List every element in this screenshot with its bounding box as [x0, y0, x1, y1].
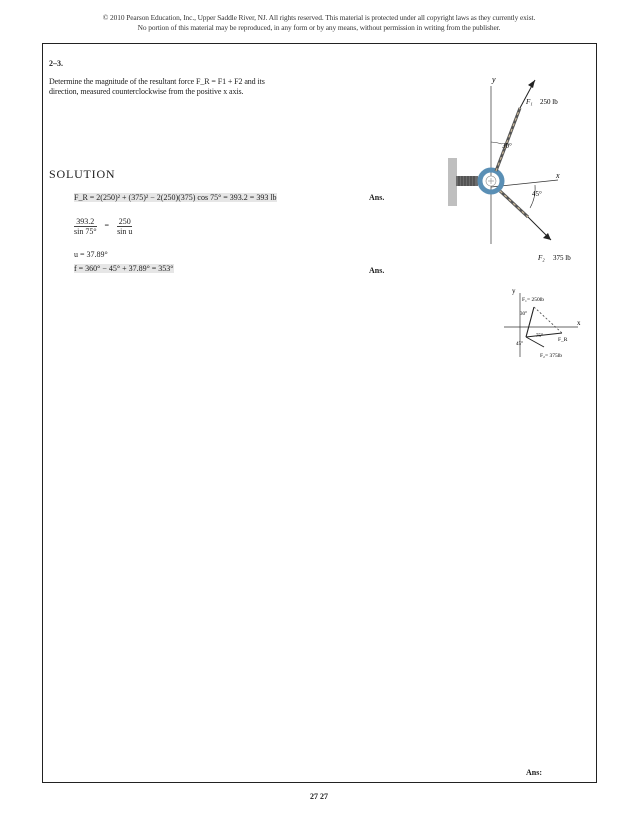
sketch-fr-vector [526, 333, 562, 337]
page-number: 27 27 [310, 792, 328, 801]
wall [448, 158, 457, 206]
f1-rope [496, 108, 520, 171]
equation-law-of-cosines: F_R = 2(250)² + (375)² − 2(250)(375) cos 75° = 393.2 = 393 lb [74, 193, 277, 202]
f1-value: 250 lb [540, 98, 558, 106]
force-figure [440, 72, 600, 272]
problem-statement: Determine the magnitude of the resultant force F_R = F1 + F2 and its direction, measured counterclockwise from the positive x axis. [49, 77, 265, 96]
sketch-45-label: 45° [516, 342, 523, 347]
f1-name: F₁ [526, 98, 533, 106]
sketch-75-label: 75° [536, 334, 543, 339]
y-axis-label: y [492, 75, 496, 84]
problem-number: 2–3. [49, 59, 63, 68]
f2-value: 375 lb [553, 254, 571, 262]
copyright-line-2: No portion of this material may be reproduced, in any form or by any means, without permission in writing from the publisher. [137, 23, 501, 32]
force-triangle-sketch [498, 285, 588, 375]
copyright-notice [0, 13, 638, 33]
angle-45-label: 45° [532, 190, 542, 198]
sketch-f2-label: F₂= 375lb [540, 353, 562, 359]
sketch-30-label: 30° [520, 312, 527, 317]
ratio-left-denominator: sin 75° [74, 227, 97, 236]
answer-label-2: Ans. [369, 266, 385, 275]
sketch-fr-label: F_R [558, 337, 568, 343]
f2-name: F₂ [538, 254, 545, 262]
copyright-line-1: © 2010 Pearson Education, Inc., Upper Saddle River, NJ. All rights reserved. This material is protected under all copyright laws as they currently exist. [102, 13, 536, 22]
x-axis-label: x [556, 171, 560, 180]
ratio-right [117, 217, 132, 236]
ratio-equals: = [104, 221, 110, 231]
ratio-left-numerator: 393.2 [74, 217, 97, 227]
answer-label-1: Ans. [369, 193, 385, 202]
ratio-right-numerator: 250 [118, 217, 131, 226]
final-answer-label: Ans: [526, 768, 543, 777]
sketch-f1-vector [526, 307, 534, 337]
sketch-x-label: x [577, 319, 581, 327]
solution-heading: SOLUTION [49, 167, 116, 181]
f1-arrowhead [528, 80, 535, 88]
equation-angle-u: u = 37.89° [74, 250, 108, 259]
sketch-f2-vector [534, 307, 562, 333]
ratio-left [74, 217, 97, 236]
f2-arrowhead [543, 233, 551, 240]
angle-30-label: 30° [502, 142, 512, 150]
equation-angle-phi: f = 360° − 45° + 37.89° = 353° [74, 264, 174, 273]
sketch-f1-label: F₁= 250lb [522, 297, 544, 303]
equation-law-of-sines [74, 217, 132, 236]
ratio-right-denominator: sin u [117, 227, 133, 236]
angle-30-arc [491, 142, 502, 144]
sketch-y-label: y [512, 287, 516, 295]
